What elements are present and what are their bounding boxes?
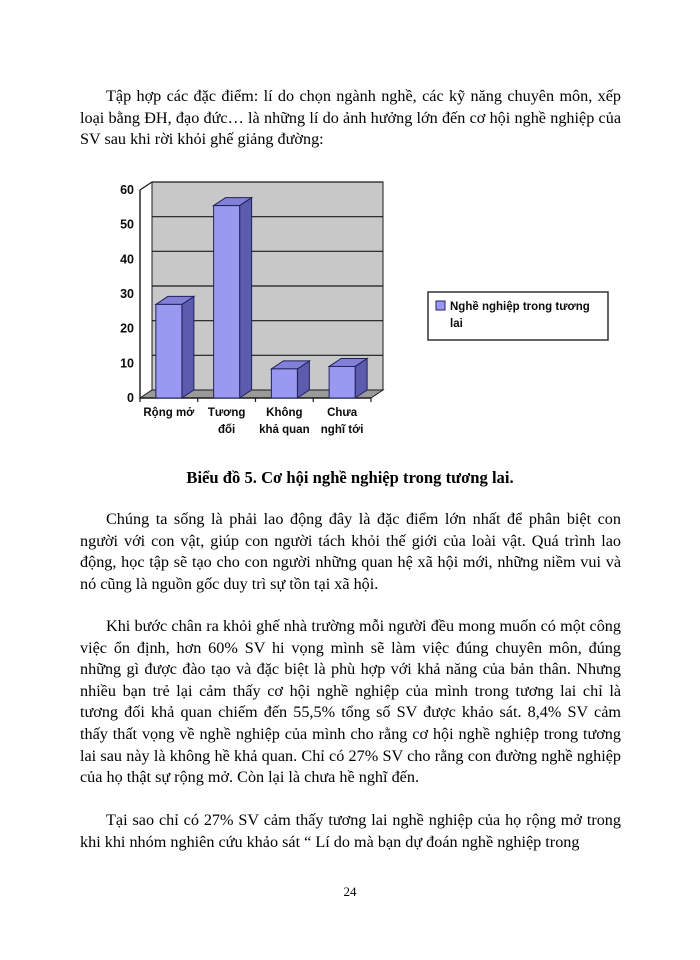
bar-chart-svg — [110, 175, 610, 460]
svg-text:60: 60 — [120, 183, 134, 197]
svg-text:30: 30 — [120, 287, 134, 301]
paragraph-labor: Chúng ta sống là phải lao động đây là đặc điểm lớn nhất để phân biệt con người với con vật, giúp con người tách khỏi thế giới của loài vật. Quá trình lao động, học tập sẽ tạo cho con người những quan hệ xã hội mới, những niềm vui và nó cũng là nguồn gốc duy trì sự tồn tại xã hội. — [80, 510, 621, 593]
paragraph-question: Tại sao chỉ có 27% SV cảm thấy tương lai nghề nghiệp của họ rộng mở trong khi khi nhóm nghiên cứu khảo sát “ Lí do mà bạn dự đoán nghề nghiệp trong — [80, 811, 621, 851]
svg-text:Rộng mở: Rộng mở — [143, 407, 195, 419]
paragraph-survey: Khi bước chân ra khỏi ghế nhà trường mỗi người đều mong muốn có một công việc ổn định, hơn 60% SV hi vọng mình sẽ làm việc đúng chuyên môn, đúng những gì được đào tạo và đặc biệt là phù hợp với khả năng của bản thân. Nhưng nhiều bạn trẻ lại cảm thấy cơ hội nghề nghiệp của mình trong tương lai chỉ là tương đối khả quan chiếm đến 55,5% tổng số SV được khảo sát. 8,4% SV cảm thấy thất vọng về nghề nghiệp của mình cho rằng cơ hội nghề nghiệp trong tương lai sau này là không hề khả quan. Chỉ có 27% SV cho rằng con đường nghề nghiệp của họ thật sự rộng mở. Còn lại là chưa hề nghĩ đến. — [80, 617, 621, 787]
svg-text:40: 40 — [120, 252, 134, 267]
svg-text:20: 20 — [120, 321, 134, 336]
svg-text:Tương: Tương — [207, 407, 246, 419]
bar-chart — [110, 175, 610, 460]
chart-caption: Biểu đồ 5. Cơ hội nghề nghiệp trong tương lai. — [186, 468, 514, 487]
page-number: 24 — [343, 884, 357, 899]
svg-text:đối: đối — [218, 424, 236, 436]
svg-text:0: 0 — [127, 391, 134, 405]
svg-text:Không: Không — [266, 407, 303, 419]
svg-text:10: 10 — [120, 356, 134, 371]
svg-text:50: 50 — [120, 217, 134, 232]
svg-text:Nghề nghiệp trong tương: Nghề nghiệp trong tương — [450, 301, 590, 313]
svg-text:lai: lai — [450, 318, 463, 330]
paragraph-intro: Tập hợp các đặc điểm: lí do chọn ngành nghề, các kỹ năng chuyên môn, xếp loại bằng ĐH, đạo đức… là những lí do ảnh hưởng lớn đến cơ hội nghề nghiệp của SV sau khi rời khỏi ghế giảng đường: — [80, 87, 621, 149]
svg-text:khả quan: khả quan — [259, 424, 310, 436]
svg-text:Chưa: Chưa — [327, 407, 358, 419]
svg-text:nghĩ tới: nghĩ tới — [320, 424, 364, 436]
